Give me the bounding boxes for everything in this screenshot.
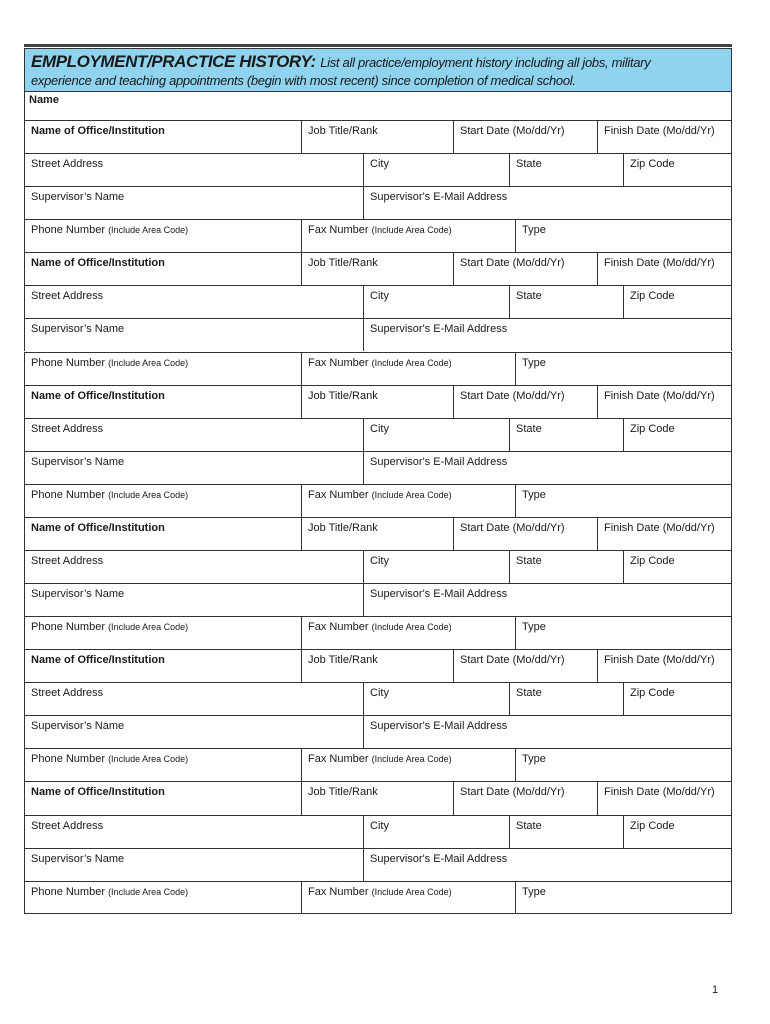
street-address-field[interactable] [24, 418, 363, 451]
job-title-field[interactable] [301, 517, 453, 550]
supervisor-email-field[interactable] [363, 318, 732, 351]
finish-date-label: Finish Date (Mo/dd/Yr) [604, 521, 715, 534]
type-label: Type [522, 356, 546, 369]
type-field[interactable] [515, 616, 732, 649]
fax-number-field[interactable] [301, 484, 515, 517]
supervisor-name-field[interactable] [24, 583, 363, 616]
zip-code-label: Zip Code [630, 554, 675, 567]
city-field[interactable] [363, 418, 509, 451]
state-label: State [516, 158, 542, 171]
finish-date-field[interactable] [597, 252, 732, 285]
zip-code-field[interactable] [623, 815, 732, 848]
street-address-field[interactable] [24, 815, 363, 848]
section-description: List all practice/employment history including all jobs, military [320, 55, 651, 70]
phone-number-field[interactable] [24, 881, 301, 914]
phone-number-hint: (Include Area Code) [108, 357, 189, 368]
finish-date-field[interactable] [597, 517, 732, 550]
street-address-label: Street Address [31, 290, 104, 303]
phone-number-hint: (Include Area Code) [108, 886, 189, 897]
street-address-label: Street Address [31, 687, 104, 700]
state-label: State [516, 687, 542, 700]
supervisor-name-field[interactable] [24, 715, 363, 748]
supervisor-name-label: Supervisor’s Name [31, 191, 125, 204]
page-number: 1 [712, 984, 719, 996]
phone-number-label: Phone Number [31, 753, 105, 766]
job-title-field[interactable] [301, 252, 453, 285]
supervisor-email-field[interactable] [363, 715, 732, 748]
job-title-label: Job Title/Rank [308, 521, 378, 534]
start-date-label: Start Date (Mo/dd/Yr) [460, 125, 565, 137]
fax-number-hint: (Include Area Code) [371, 357, 452, 368]
type-label: Type [522, 224, 546, 237]
finish-date-label: Finish Date (Mo/dd/Yr) [604, 125, 715, 137]
office-name-label: Name of Office/Institution [31, 389, 165, 402]
city-field[interactable] [363, 815, 509, 848]
supervisor-email-label: Supervisor's E-Mail Address [370, 455, 508, 468]
phone-number-hint: (Include Area Code) [108, 622, 189, 633]
supervisor-name-field[interactable] [24, 318, 363, 351]
job-title-field[interactable] [301, 385, 453, 418]
start-date-label: Start Date (Mo/dd/Yr) [460, 521, 565, 534]
supervisor-email-label: Supervisor's E-Mail Address [370, 323, 508, 336]
street-address-field[interactable] [24, 682, 363, 715]
supervisor-name-field[interactable] [24, 848, 363, 881]
section-description-cont: experience and teaching appointments (begin with most recent) since completion of medical school. [31, 73, 576, 88]
office-name-field[interactable] [24, 781, 301, 814]
fax-number-field[interactable] [301, 616, 515, 649]
start-date-label: Start Date (Mo/dd/Yr) [460, 654, 565, 667]
fax-number-hint: (Include Area Code) [371, 754, 452, 765]
zip-code-label: Zip Code [630, 422, 675, 435]
job-title-field[interactable] [301, 649, 453, 682]
name-field[interactable] [24, 92, 732, 120]
phone-number-hint: (Include Area Code) [108, 489, 189, 500]
supervisor-email-label: Supervisor's E-Mail Address [370, 720, 508, 733]
phone-number-label: Phone Number [31, 488, 105, 501]
phone-number-hint: (Include Area Code) [108, 225, 189, 236]
street-address-label: Street Address [31, 554, 104, 567]
supervisor-email-field[interactable] [363, 186, 732, 219]
type-label: Type [522, 753, 546, 766]
state-field[interactable] [509, 285, 623, 318]
fax-number-hint: (Include Area Code) [371, 886, 452, 897]
fax-number-hint: (Include Area Code) [371, 489, 452, 500]
street-address-label: Street Address [31, 158, 104, 171]
zip-code-label: Zip Code [630, 158, 675, 171]
state-field[interactable] [509, 550, 623, 583]
fax-number-label: Fax Number [308, 356, 369, 369]
phone-number-label: Phone Number [31, 224, 105, 237]
city-field[interactable] [363, 285, 509, 318]
employment-entry [24, 252, 732, 384]
office-name-label: Name of Office/Institution [31, 786, 165, 799]
street-address-field[interactable] [24, 153, 363, 186]
employment-entry [24, 781, 732, 913]
job-title-field[interactable] [301, 120, 453, 153]
state-label: State [516, 554, 542, 567]
finish-date-label: Finish Date (Mo/dd/Yr) [604, 786, 715, 799]
type-label: Type [522, 488, 546, 501]
fax-number-hint: (Include Area Code) [371, 225, 452, 236]
street-address-field[interactable] [24, 550, 363, 583]
employment-entries [24, 120, 732, 914]
finish-date-label: Finish Date (Mo/dd/Yr) [604, 654, 715, 667]
office-name-label: Name of Office/Institution [31, 125, 165, 137]
name-label: Name [29, 94, 59, 106]
supervisor-email-field[interactable] [363, 451, 732, 484]
street-address-label: Street Address [31, 422, 104, 435]
finish-date-label: Finish Date (Mo/dd/Yr) [604, 257, 715, 270]
start-date-label: Start Date (Mo/dd/Yr) [460, 257, 565, 270]
fax-number-field[interactable] [301, 748, 515, 781]
employment-entry [24, 385, 732, 517]
type-field[interactable] [515, 352, 732, 385]
finish-date-field[interactable] [597, 649, 732, 682]
fax-number-label: Fax Number [308, 753, 369, 766]
start-date-label: Start Date (Mo/dd/Yr) [460, 786, 565, 799]
state-field[interactable] [509, 815, 623, 848]
employment-entry [24, 517, 732, 649]
zip-code-field[interactable] [623, 682, 732, 715]
job-title-label: Job Title/Rank [308, 125, 378, 137]
state-label: State [516, 290, 542, 303]
state-field[interactable] [509, 418, 623, 451]
fax-number-label: Fax Number [308, 621, 369, 634]
section-header [24, 48, 732, 92]
fax-number-label: Fax Number [308, 224, 369, 237]
start-date-field[interactable] [453, 781, 597, 814]
supervisor-email-field[interactable] [363, 848, 732, 881]
phone-number-field[interactable] [24, 484, 301, 517]
supervisor-name-label: Supervisor’s Name [31, 720, 125, 733]
phone-number-field[interactable] [24, 616, 301, 649]
supervisor-email-field[interactable] [363, 583, 732, 616]
finish-date-label: Finish Date (Mo/dd/Yr) [604, 389, 715, 402]
employment-entry [24, 120, 732, 252]
fax-number-label: Fax Number [308, 885, 369, 898]
zip-code-field[interactable] [623, 153, 732, 186]
start-date-field[interactable] [453, 252, 597, 285]
phone-number-hint: (Include Area Code) [108, 754, 189, 765]
type-label: Type [522, 885, 546, 898]
job-title-label: Job Title/Rank [308, 654, 378, 667]
start-date-label: Start Date (Mo/dd/Yr) [460, 389, 565, 402]
zip-code-label: Zip Code [630, 290, 675, 303]
top-rule [24, 44, 732, 47]
supervisor-name-label: Supervisor’s Name [31, 852, 125, 865]
state-field[interactable] [509, 682, 623, 715]
zip-code-field[interactable] [623, 550, 732, 583]
type-label: Type [522, 621, 546, 634]
supervisor-email-label: Supervisor's E-Mail Address [370, 191, 508, 204]
supervisor-name-field[interactable] [24, 451, 363, 484]
supervisor-name-field[interactable] [24, 186, 363, 219]
city-field[interactable] [363, 550, 509, 583]
type-field[interactable] [515, 219, 732, 252]
office-name-label: Name of Office/Institution [31, 257, 165, 270]
zip-code-field[interactable] [623, 418, 732, 451]
supervisor-name-label: Supervisor’s Name [31, 455, 125, 468]
state-label: State [516, 422, 542, 435]
fax-number-label: Fax Number [308, 488, 369, 501]
type-field[interactable] [515, 748, 732, 781]
zip-code-label: Zip Code [630, 819, 675, 832]
office-name-field[interactable] [24, 385, 301, 418]
phone-number-field[interactable] [24, 748, 301, 781]
supervisor-email-label: Supervisor's E-Mail Address [370, 588, 508, 601]
city-label: City [370, 158, 389, 171]
city-label: City [370, 819, 389, 832]
job-title-label: Job Title/Rank [308, 389, 378, 402]
office-name-field[interactable] [24, 120, 301, 153]
phone-number-label: Phone Number [31, 356, 105, 369]
section-title: EMPLOYMENT/PRACTICE HISTORY: [31, 52, 316, 71]
supervisor-name-label: Supervisor’s Name [31, 588, 125, 601]
employment-entry [24, 649, 732, 781]
office-name-field[interactable] [24, 517, 301, 550]
job-title-field[interactable] [301, 781, 453, 814]
type-field[interactable] [515, 881, 732, 914]
phone-number-field[interactable] [24, 219, 301, 252]
city-label: City [370, 290, 389, 303]
office-name-field[interactable] [24, 649, 301, 682]
city-field[interactable] [363, 682, 509, 715]
start-date-field[interactable] [453, 517, 597, 550]
fax-number-hint: (Include Area Code) [371, 622, 452, 633]
office-name-label: Name of Office/Institution [31, 654, 165, 667]
start-date-field[interactable] [453, 385, 597, 418]
office-name-field[interactable] [24, 252, 301, 285]
supervisor-email-label: Supervisor's E-Mail Address [370, 852, 508, 865]
office-name-label: Name of Office/Institution [31, 521, 165, 534]
zip-code-field[interactable] [623, 285, 732, 318]
street-address-field[interactable] [24, 285, 363, 318]
fax-number-field[interactable] [301, 219, 515, 252]
zip-code-label: Zip Code [630, 687, 675, 700]
type-field[interactable] [515, 484, 732, 517]
state-label: State [516, 819, 542, 832]
state-field[interactable] [509, 153, 623, 186]
city-field[interactable] [363, 153, 509, 186]
finish-date-field[interactable] [597, 385, 732, 418]
finish-date-field[interactable] [597, 781, 732, 814]
city-label: City [370, 687, 389, 700]
phone-number-label: Phone Number [31, 885, 105, 898]
start-date-field[interactable] [453, 649, 597, 682]
job-title-label: Job Title/Rank [308, 786, 378, 799]
supervisor-name-label: Supervisor’s Name [31, 323, 125, 336]
city-label: City [370, 554, 389, 567]
street-address-label: Street Address [31, 819, 104, 832]
job-title-label: Job Title/Rank [308, 257, 378, 270]
fax-number-field[interactable] [301, 881, 515, 914]
finish-date-field[interactable] [597, 120, 732, 153]
fax-number-field[interactable] [301, 352, 515, 385]
start-date-field[interactable] [453, 120, 597, 153]
phone-number-label: Phone Number [31, 621, 105, 634]
phone-number-field[interactable] [24, 352, 301, 385]
city-label: City [370, 422, 389, 435]
